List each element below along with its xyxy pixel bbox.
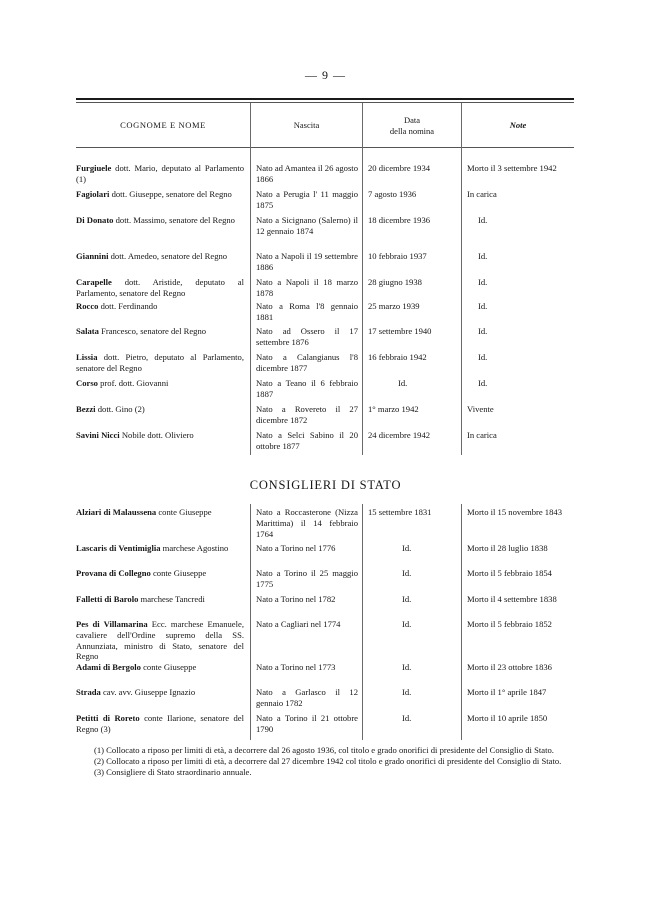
cell-name bbox=[76, 189, 244, 200]
cell-birth: Nato a Torino nel 1782 bbox=[256, 594, 336, 604]
surname: Furgiuele bbox=[76, 163, 112, 173]
cell-name bbox=[76, 215, 244, 226]
column-divider bbox=[461, 103, 462, 455]
cell-birth: Nato a Roma l'8 gennaio 1881 bbox=[256, 301, 358, 322]
cell-name bbox=[76, 326, 244, 337]
cell-note: Id. bbox=[478, 215, 488, 225]
header-notes: Note bbox=[509, 120, 527, 130]
column-divider bbox=[461, 504, 462, 740]
surname: Fagiolari bbox=[76, 189, 110, 199]
name-details: dott. Massimo, senatore del Regno bbox=[113, 215, 235, 225]
cell-birth: Nato a Sicignano (Salerno) il 12 gennaio 1874 bbox=[256, 215, 358, 236]
cell-date: 7 agosto 1936 bbox=[368, 189, 417, 199]
cell-note: Id. bbox=[478, 326, 488, 336]
header-date-line1: Data bbox=[403, 115, 421, 125]
cell-name bbox=[76, 594, 244, 605]
column-divider bbox=[362, 504, 363, 740]
surname: Di Donato bbox=[76, 215, 114, 225]
surname: Pes di Villamarina bbox=[76, 619, 148, 629]
surname: Strada bbox=[76, 687, 101, 697]
cell-date: 24 dicembre 1942 bbox=[368, 430, 431, 440]
name-details: dott. Amedeo, senatore del Regno bbox=[108, 251, 228, 261]
cell-name bbox=[76, 687, 244, 698]
surname: Salata bbox=[76, 326, 99, 336]
table-top-rule-thin bbox=[76, 102, 574, 103]
name-details: Ecc. marchese Emanuele, cavaliere dell'Ordine supremo della SS. Annunziata, ministro di Stato, senatore del Regno bbox=[76, 619, 244, 662]
cell-date: 25 marzo 1939 bbox=[368, 301, 420, 311]
cell-birth: Nato a Perugia l' 11 maggio 1875 bbox=[256, 189, 358, 210]
cell-date: Id. bbox=[402, 543, 412, 553]
name-details: dott. Aristide, deputato al Parlamento, senatore del Regno bbox=[76, 277, 244, 298]
cell-date: 28 giugno 1938 bbox=[368, 277, 422, 287]
cell-note: Id. bbox=[478, 301, 488, 311]
cell-name bbox=[76, 378, 244, 389]
cell-note: Id. bbox=[478, 352, 488, 362]
cell-date: 15 settembre 1831 bbox=[368, 507, 432, 517]
header-birth: Nascita bbox=[293, 120, 320, 130]
footnote: (1) Collocato a riposo per limiti di età, a decorrere dal 26 agosto 1936, col titolo e grado onorifici di presidente del Consiglio di Stato. bbox=[94, 745, 554, 755]
cell-birth: Nato a Cagliari nel 1774 bbox=[256, 619, 341, 629]
name-details: dott. Pietro, deputato al Parlamento, senatore del Regno bbox=[76, 352, 244, 373]
name-details: marchese Tancredi bbox=[138, 594, 205, 604]
cell-name bbox=[76, 163, 244, 185]
cell-note: Morto il 1° aprile 1847 bbox=[467, 687, 547, 697]
header-date-line2: della nomina bbox=[389, 126, 435, 136]
surname: Lissia bbox=[76, 352, 98, 362]
column-divider bbox=[250, 504, 251, 740]
cell-date: 18 dicembre 1936 bbox=[368, 215, 431, 225]
cell-note: In carica bbox=[467, 189, 497, 199]
name-details: conte Giuseppe bbox=[140, 662, 197, 672]
cell-birth: Nato ad Amantea il 26 agosto 1866 bbox=[256, 163, 358, 184]
cell-date: Id. bbox=[402, 687, 412, 697]
page-number: — 9 — bbox=[305, 68, 346, 82]
cell-name bbox=[76, 507, 244, 518]
cell-birth: Nato a Rovereto il 27 dicembre 1872 bbox=[256, 404, 358, 425]
surname: Bezzi bbox=[76, 404, 96, 414]
cell-name bbox=[76, 251, 244, 262]
cell-name bbox=[76, 352, 244, 374]
surname: Giannini bbox=[76, 251, 109, 261]
cell-date: 20 dicembre 1934 bbox=[368, 163, 431, 173]
cell-date: Id. bbox=[402, 619, 412, 629]
cell-birth: Nato a Torino nel 1773 bbox=[256, 662, 336, 672]
header-bottom-rule bbox=[76, 147, 574, 148]
surname: Petitti di Roreto bbox=[76, 713, 140, 723]
cell-name bbox=[76, 277, 244, 299]
surname: Alziari di Malaussena bbox=[76, 507, 157, 517]
cell-birth: Nato ad Ossero il 17 settembre 1876 bbox=[256, 326, 358, 347]
name-details: Francesco, senatore del Regno bbox=[98, 326, 207, 336]
cell-note: Morto il 10 aprile 1850 bbox=[467, 713, 548, 723]
cell-date: 10 febbraio 1937 bbox=[368, 251, 427, 261]
name-details: conte Giuseppe bbox=[150, 568, 207, 578]
cell-date: 1° marzo 1942 bbox=[368, 404, 419, 414]
surname: Lascaris di Ventimiglia bbox=[76, 543, 161, 553]
cell-note: Id. bbox=[478, 378, 488, 388]
cell-birth: Nato a Calangianus l'8 dicembre 1877 bbox=[256, 352, 358, 373]
surname: Falletti di Barolo bbox=[76, 594, 139, 604]
table-top-rule bbox=[76, 98, 574, 100]
cell-name bbox=[76, 662, 244, 673]
name-details: conte Ilarione, senatore del Regno (3) bbox=[76, 713, 245, 734]
header-date bbox=[363, 115, 461, 137]
cell-note: Morto il 5 febbraio 1854 bbox=[467, 568, 552, 578]
cell-note: Morto il 23 ottobre 1836 bbox=[467, 662, 552, 672]
name-details: dott. Mario, deputato al Parlamento (1) bbox=[76, 163, 244, 184]
footnote: (3) Consigliere di Stato straordinario annuale. bbox=[94, 766, 252, 777]
cell-birth: Nato a Teano il 6 febbraio 1887 bbox=[256, 378, 358, 399]
cell-note: Morto il 15 novembre 1843 bbox=[467, 507, 562, 517]
surname: Corso bbox=[76, 378, 98, 388]
section-heading: CONSIGLIERI DI STATO bbox=[249, 478, 402, 492]
cell-birth: Nato a Torino il 21 ottobre 1790 bbox=[256, 713, 358, 734]
cell-date: Id. bbox=[402, 662, 412, 672]
name-details: dott. Gino (2) bbox=[95, 404, 145, 414]
cell-date: Id. bbox=[402, 568, 412, 578]
cell-name bbox=[76, 619, 244, 662]
cell-date: 17 settembre 1940 bbox=[368, 326, 432, 336]
cell-note: In carica bbox=[467, 430, 497, 440]
footnote: (2) Collocato a riposo per limiti di età, a decorrere dal 27 dicembre 1942 col titolo e grado onorifici di presidente del Consiglio di Stato. bbox=[94, 755, 562, 766]
cell-note: Id. bbox=[478, 251, 488, 261]
cell-birth: Nato a Selci Sabino il 20 ottobre 1877 bbox=[256, 430, 358, 451]
cell-name bbox=[76, 430, 244, 441]
cell-name bbox=[76, 404, 244, 415]
cell-birth: Nato a Napoli il 19 settembre 1886 bbox=[256, 251, 358, 272]
name-details: Nobile dott. Oliviero bbox=[119, 430, 194, 440]
footnotes bbox=[76, 745, 576, 777]
cell-birth: Nato a Roccasterone (Nizza Marittima) il 14 febbraio 1764 bbox=[256, 507, 358, 539]
cell-name bbox=[76, 713, 244, 735]
name-details: dott. Giuseppe, senatore del Regno bbox=[109, 189, 232, 199]
cell-note: Id. bbox=[478, 277, 488, 287]
cell-date: Id. bbox=[402, 713, 412, 723]
cell-date: 16 febbraio 1942 bbox=[368, 352, 427, 362]
cell-name bbox=[76, 301, 244, 312]
cell-date: Id. bbox=[398, 378, 408, 388]
cell-birth: Nato a Torino il 25 maggio 1775 bbox=[256, 568, 358, 589]
column-divider bbox=[250, 103, 251, 455]
name-details: conte Giuseppe bbox=[156, 507, 212, 517]
name-details: marchese Agostino bbox=[160, 543, 229, 553]
surname: Carapelle bbox=[76, 277, 112, 287]
cell-note: Morto il 3 settembre 1942 bbox=[467, 163, 557, 173]
header-name: COGNOME E NOME bbox=[120, 120, 206, 130]
cell-note: Morto il 5 febbraio 1852 bbox=[467, 619, 552, 629]
cell-note: Vivente bbox=[467, 404, 494, 414]
cell-name bbox=[76, 568, 244, 579]
cell-note: Morto il 4 settembre 1838 bbox=[467, 594, 557, 604]
cell-name bbox=[76, 543, 244, 554]
cell-birth: Nato a Napoli il 18 marzo 1878 bbox=[256, 277, 358, 298]
surname: Rocco bbox=[76, 301, 99, 311]
name-details: prof. dott. Giovanni bbox=[97, 378, 169, 388]
column-divider bbox=[362, 103, 363, 455]
cell-birth: Nato a Torino nel 1776 bbox=[256, 543, 336, 553]
surname: Savini Nicci bbox=[76, 430, 120, 440]
cell-date: Id. bbox=[402, 594, 412, 604]
name-details: dott. Ferdinando bbox=[98, 301, 158, 311]
surname: Provana di Collegno bbox=[76, 568, 151, 578]
name-details: cav. avv. Giuseppe Ignazio bbox=[100, 687, 196, 697]
surname: Adami di Bergolo bbox=[76, 662, 141, 672]
cell-note: Morto il 28 luglio 1838 bbox=[467, 543, 548, 553]
cell-birth: Nato a Garlasco il 12 gennaio 1782 bbox=[256, 687, 358, 708]
